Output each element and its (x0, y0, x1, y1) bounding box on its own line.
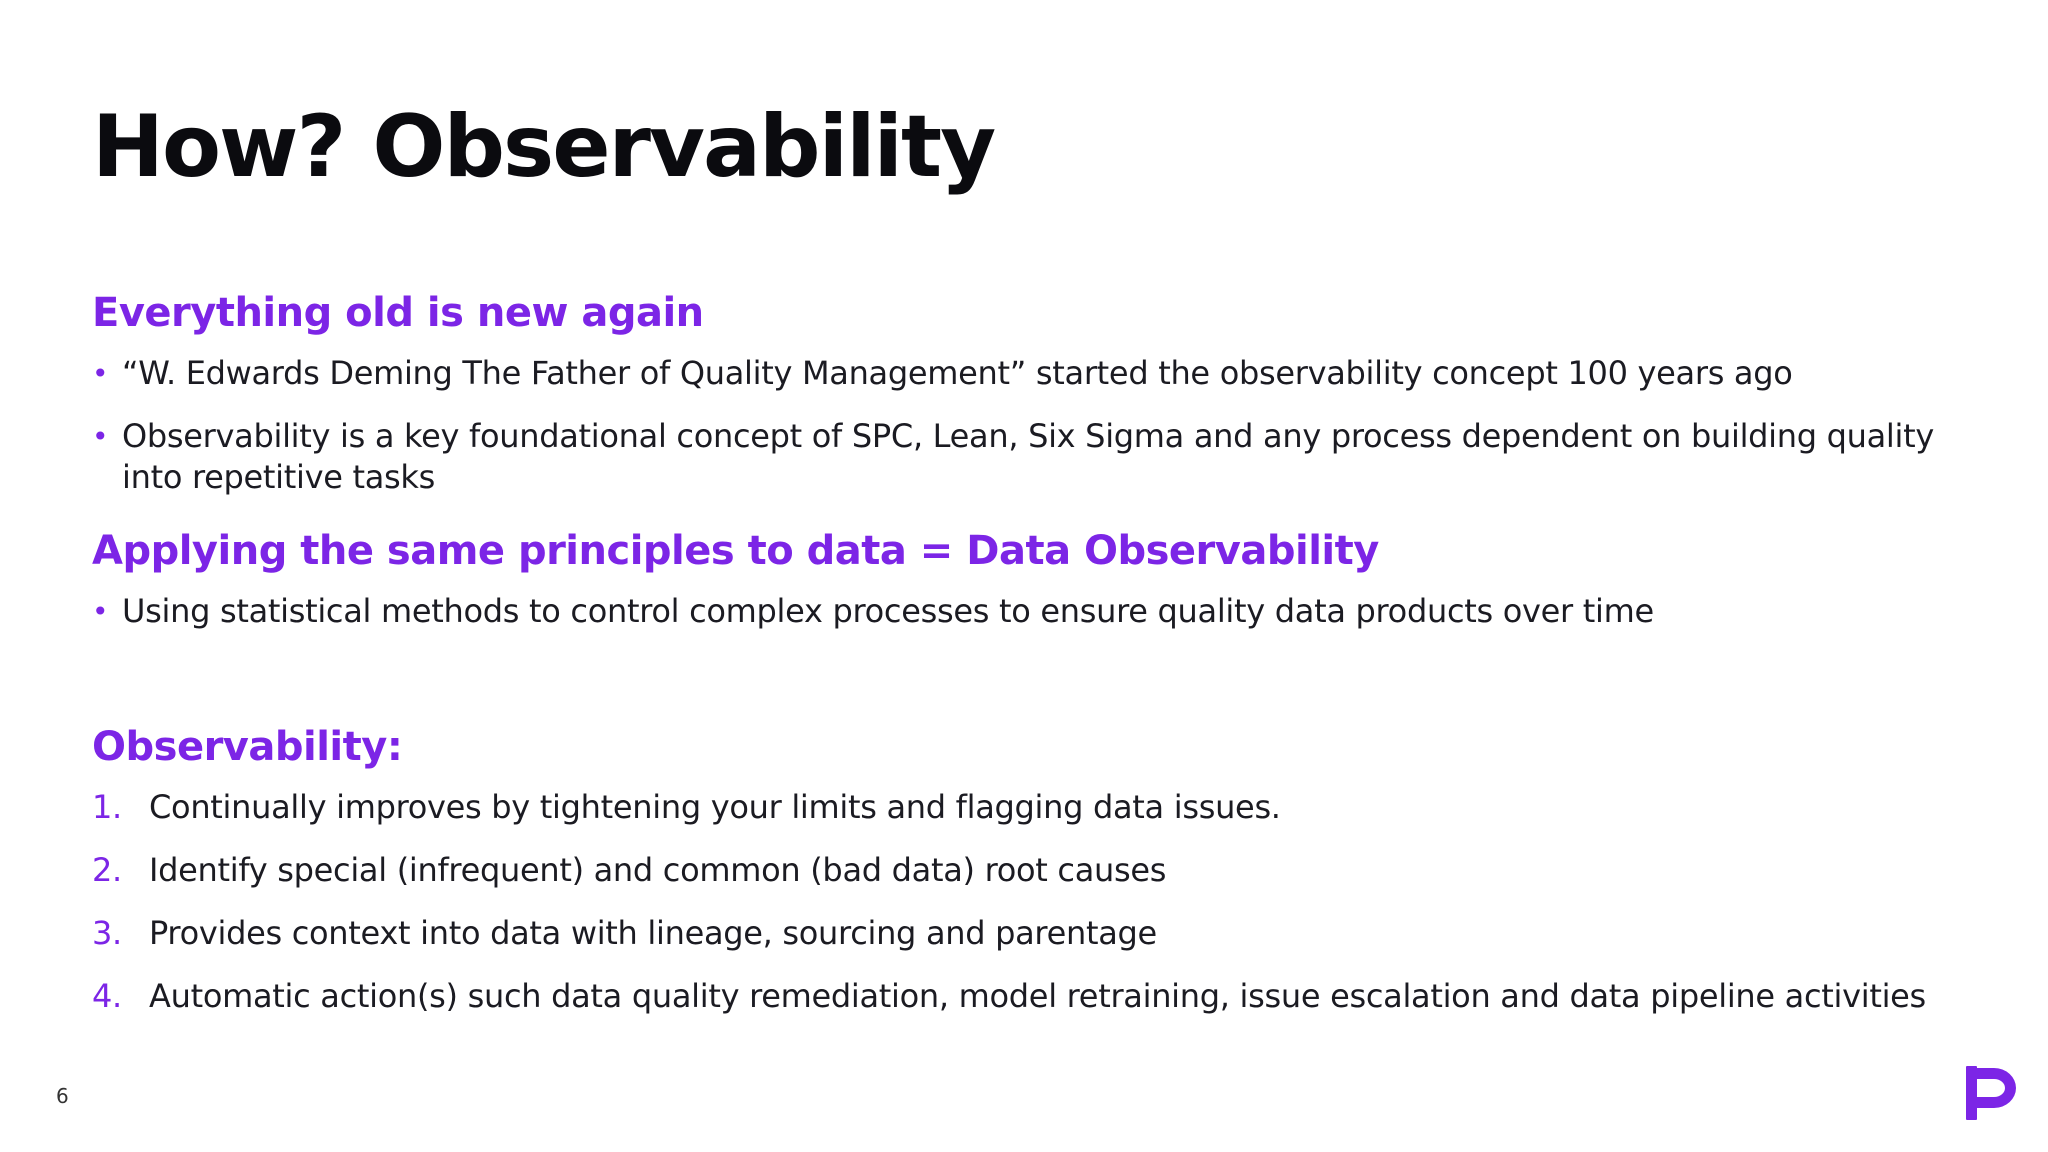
numbered-item (92, 975, 1992, 1017)
section-heading-applying-principles: Applying the same principles to data = Data Observability (92, 528, 1379, 574)
bullet-text: Observability is a key foundational concept of SPC, Lean, Six Sigma and any process dependent on building quality into repetitive tasks (122, 417, 1934, 496)
numbered-list-observability (92, 786, 1992, 1017)
item-number: 4. (92, 977, 122, 1015)
slide-title: How? Observability (92, 97, 995, 197)
bullet-list-everything-old (92, 353, 1992, 498)
bullet-text: “W. Edwards Deming The Father of Quality Management” started the observability concept 100 years ago (122, 354, 1793, 392)
numbered-item (92, 786, 1992, 828)
bullet-item (92, 353, 1992, 394)
bullet-item (92, 416, 1992, 498)
item-text: Continually improves by tightening your limits and flagging data issues. (149, 788, 1281, 826)
item-text: Identify special (infrequent) and common (bad data) root causes (149, 851, 1167, 889)
page-number: 6 (56, 1084, 69, 1108)
bullet-item (92, 591, 1992, 632)
bullet-dot-icon: • (92, 420, 109, 453)
spacer (92, 654, 1992, 716)
numbered-item (92, 849, 1992, 891)
item-number: 3. (92, 914, 122, 952)
bullet-list-applying-principles (92, 591, 1992, 632)
bullet-text: Using statistical methods to control complex processes to ensure quality data products over time (122, 592, 1654, 630)
item-text: Automatic action(s) such data quality remediation, model retraining, issue escalation and data pipeline activities (149, 977, 1926, 1015)
item-number: 1. (92, 788, 122, 826)
item-text: Provides context into data with lineage, sourcing and parentage (149, 914, 1157, 952)
section-heading-everything-old: Everything old is new again (92, 290, 704, 336)
section-heading-observability: Observability: (92, 724, 403, 770)
slide-content (92, 282, 1992, 1038)
brand-p-logo-icon (1964, 1064, 2020, 1122)
bullet-dot-icon: • (92, 357, 109, 390)
numbered-item (92, 912, 1992, 954)
bullet-dot-icon: • (92, 595, 109, 628)
item-number: 2. (92, 851, 122, 889)
